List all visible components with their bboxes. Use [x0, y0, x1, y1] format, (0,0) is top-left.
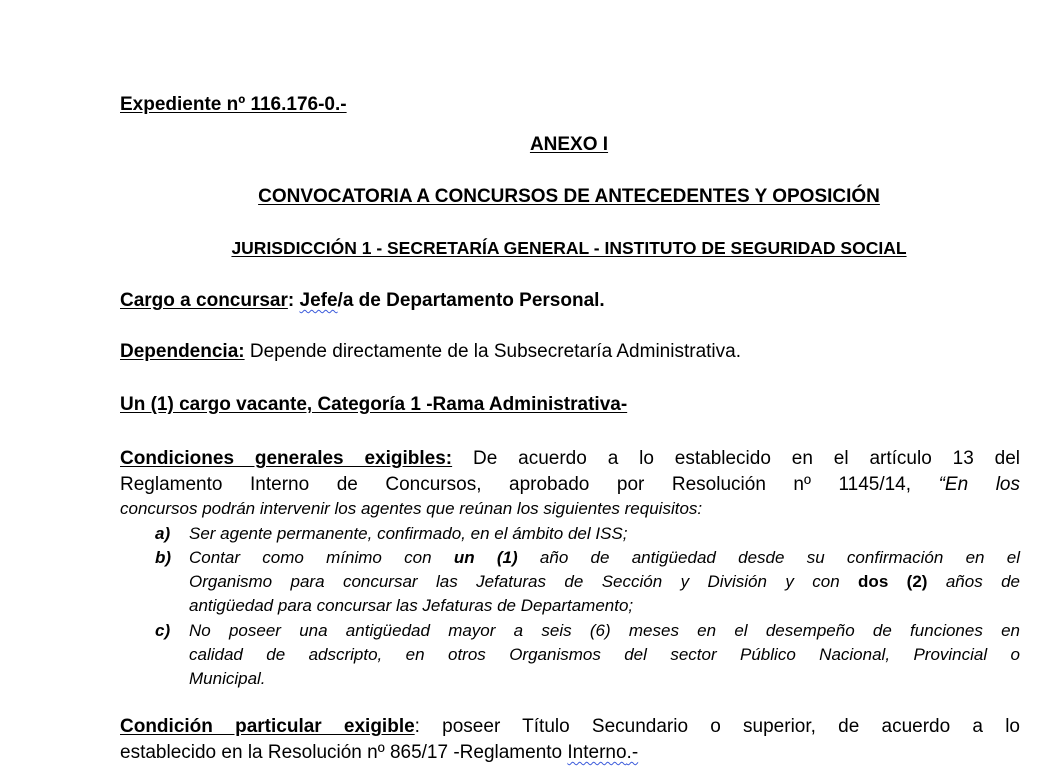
condiciones-line-1	[120, 448, 1020, 470]
requisito-b-text-2b: dos (2)	[858, 572, 928, 591]
dependencia-label: Dependencia:	[120, 341, 245, 362]
anexo-title: ANEXO I	[529, 134, 609, 155]
requisito-b-text-2a: Organismo para concursar las Jefaturas de Sección y División y con	[189, 572, 859, 591]
requisito-b-text-1c: año de antigüedad desde su confirmación en el	[517, 548, 1020, 567]
cargo-colon: :	[287, 290, 300, 311]
cargo-line	[120, 290, 605, 312]
jurisdiccion-title: JURISDICCIÓN 1 - SECRETARÍA GENERAL - INSTITUTO DE SEGURIDAD SOCIAL	[231, 238, 907, 258]
condiciones-label: Condiciones generales exigibles:	[120, 448, 453, 469]
requisito-b-line-2	[189, 572, 1020, 592]
cargo-value: /a de Departamento Personal.	[337, 290, 605, 311]
requisito-c-label: c)	[155, 621, 171, 640]
convocatoria-title: CONVOCATORIA A CONCURSOS DE ANTECEDENTES Y OPOSICIÓN	[258, 186, 880, 207]
dependencia-value: Depende directamente de la Subsecretaría Administrativa.	[244, 341, 741, 362]
particular-text-1: : poseer Título Secundario o superior, de acuerdo a lo	[414, 716, 1020, 737]
condiciones-text-2a: Reglamento Interno de Concursos, aprobado por Resolución nº 1145/14,	[120, 474, 939, 495]
vacante-line: Un (1) cargo vacante, Categoría 1 -Rama Administrativa-	[120, 394, 628, 415]
condiciones-line-3: concursos podrán intervenir los agentes que reúnan los siguientes requisitos:	[120, 499, 703, 518]
requisito-c-line-1: No poseer una antigüedad mayor a seis (6) meses en el desempeño de funciones en	[189, 621, 1020, 640]
cargo-value-jefe: Jefe	[299, 290, 338, 311]
condiciones-text-1: De acuerdo a lo establecido en el artículo 13 del	[452, 448, 1020, 469]
particular-text-end: .-	[626, 742, 639, 763]
requisito-b-line-3: antigüedad para concursar las Jefaturas de Departamento;	[189, 596, 634, 615]
requisito-b-label: b)	[155, 548, 172, 567]
requisito-b-text-1a: Contar como mínimo con	[189, 548, 454, 567]
requisito-b-text-2c: años de	[927, 572, 1020, 591]
particular-line-1	[120, 716, 1020, 738]
particular-text-interno: Interno	[567, 742, 627, 763]
expediente-number: Expediente nº 116.176-0.-	[120, 94, 347, 115]
particular-text-2a: establecido en la Resolución nº 865/17 -Reglamento	[120, 742, 568, 763]
requisito-a-label: a)	[155, 524, 171, 543]
requisito-b-text-1b: un (1)	[453, 548, 518, 567]
requisito-b-line-1	[189, 548, 1020, 568]
dependencia-line	[120, 341, 741, 363]
cargo-label: Cargo a concursar	[120, 290, 288, 311]
requisito-c-line-3: Municipal.	[189, 669, 266, 688]
particular-label: Condición particular exigible	[120, 716, 415, 737]
particular-line-2	[120, 742, 638, 764]
condiciones-text-2b: “En los	[938, 474, 1020, 495]
requisito-c-line-2: calidad de adscripto, en otros Organismos del sector Público Nacional, Provincial o	[189, 645, 1020, 664]
requisito-a-text: Ser agente permanente, confirmado, en el ámbito del ISS;	[189, 524, 628, 543]
condiciones-line-2	[120, 474, 1020, 496]
